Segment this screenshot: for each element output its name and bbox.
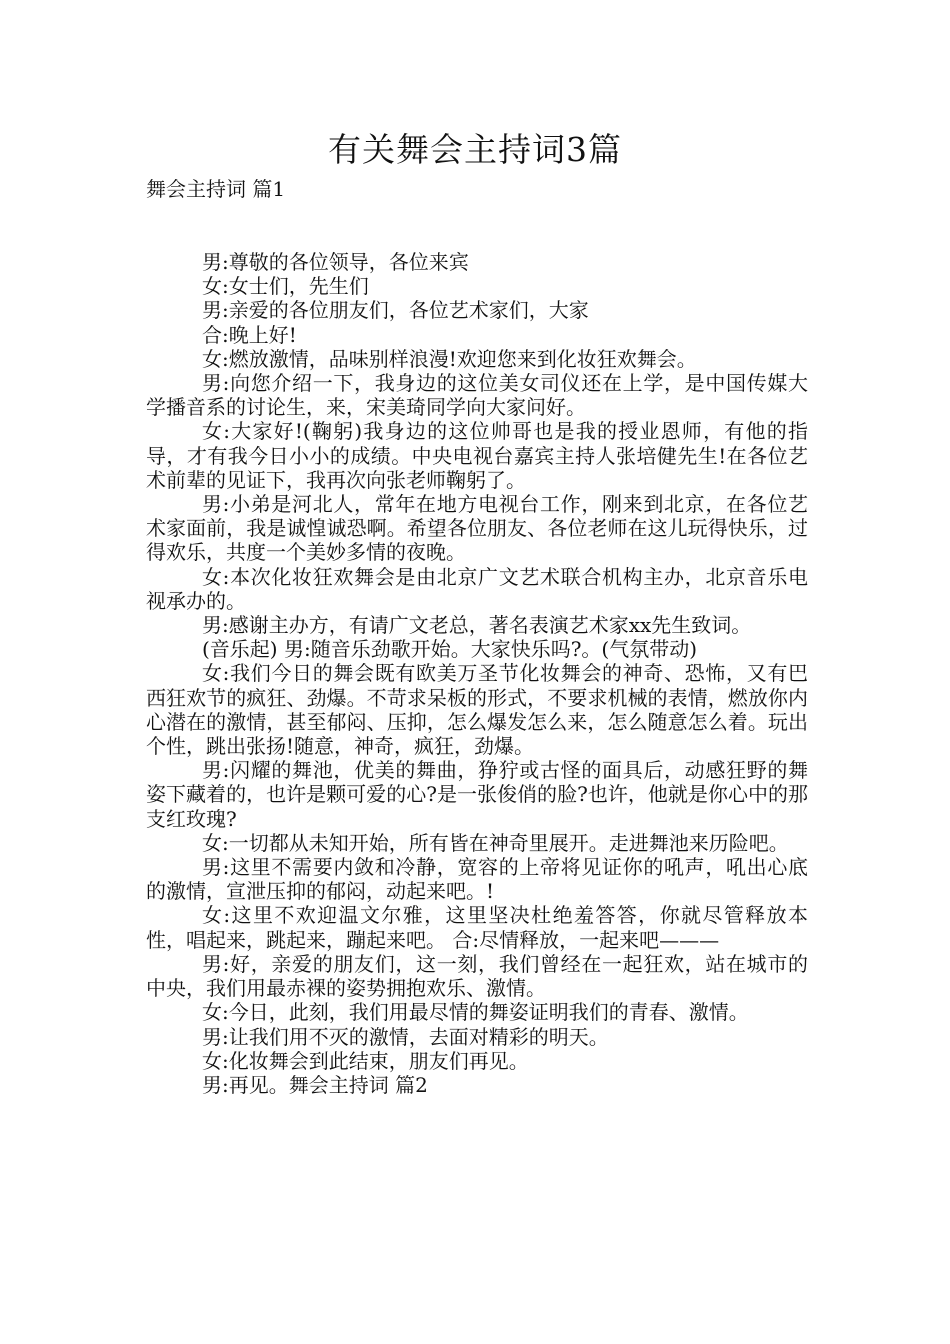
paragraph: 男:好，亲爱的朋友们，这一刻，我们曾经在一起狂欢，站在城市的中央，我们用最赤裸的姿势拥抱欢乐、激情。 [146,951,808,1001]
paragraph: 女:女士们，先生们 [202,274,369,299]
paragraph: 女:燃放激情，品味别样浪漫!欢迎您来到化妆狂欢舞会。 [202,346,697,371]
paragraph: 男:再见。舞会主持词 篇2 [202,1072,428,1097]
document-body [146,250,808,1097]
paragraph: 男:尊敬的各位领导，各位来宾 [202,250,469,274]
paragraph: 男:闪耀的舞池，优美的舞曲，狰狞或古怪的面具后，动感狂野的舞姿下藏着的，也许是颗可爱的心?是一张俊俏的脸?也许，他就是你心中的那支红玫瑰? [146,758,808,831]
paragraph: 合:晚上好! [202,322,297,347]
paragraph: 男:向您介绍一下，我身边的这位美女司仪还在上学，是中国传媒大学播音系的讨论生，来，宋美琦同学向大家问好。 [146,371,808,420]
paragraph: 男:让我们用不灭的激情，去面对精彩的明天。 [202,1024,609,1049]
paragraph: 女:化妆舞会到此结束，朋友们再见。 [202,1048,529,1073]
section-heading: 舞会主持词 篇1 [146,177,286,201]
paragraph: 女:我们今日的舞会既有欧美万圣节化妆舞会的神奇、恐怖，又有巴西狂欢节的疯狂、劲爆。不苛求呆板的形式，不要求机械的表情，燃放你内心潜在的激情，甚至郁闷、压抑，怎么爆发怎么来，怎么随意怎么着。玩出个性，跳出张扬!随意，神奇，疯狂，劲爆。 [146,661,808,759]
paragraph: (音乐起) 男:随音乐劲歌开始。大家快乐吗?。(气氛带动) [202,637,698,662]
paragraph: 女:一切都从未知开始，所有皆在神奇里展开。走进舞池来历险吧。 [202,830,789,855]
paragraph: 男:亲爱的各位朋友们，各位艺术家们，大家 [202,298,589,323]
paragraph: 女:大家好!(鞠躬)我身边的这位帅哥也是我的授业恩师，有他的指导，才有我今日小小的成绩。中央电视台嘉宾主持人张培健先生!在各位艺术前辈的见证下，我再次向张老师鞠躬了。 [146,419,808,492]
paragraph: 男:感谢主办方，有请广文老总，著名表演艺术家xx先生致词。 [202,613,752,638]
document-title: 有关舞会主持词3篇 [328,130,622,169]
paragraph: 女:今日，此刻，我们用最尽情的舞姿证明我们的青春、激情。 [202,1000,749,1025]
paragraph: 男:小弟是河北人，常年在地方电视台工作，刚来到北京，在各位艺术家面前，我是诚惶诚恐啊。希望各位朋友、各位老师在这儿玩得快乐，过得欢乐，共度一个美妙多情的夜晚。 [146,492,808,565]
paragraph: 女:这里不欢迎温文尔雅，这里坚决杜绝羞答答，你就尽管释放本性，唱起来，跳起来，蹦起来吧。 合:尽情释放，一起来吧——— [146,903,808,952]
paragraph: 女:本次化妆狂欢舞会是由北京广文艺术联合机构主办，北京音乐电视承办的。 [146,564,808,613]
paragraph: 男:这里不需要内敛和冷静，宽容的上帝将见证你的吼声，吼出心底的激情，宣泄压抑的郁闷，动起来吧。! [146,855,808,904]
